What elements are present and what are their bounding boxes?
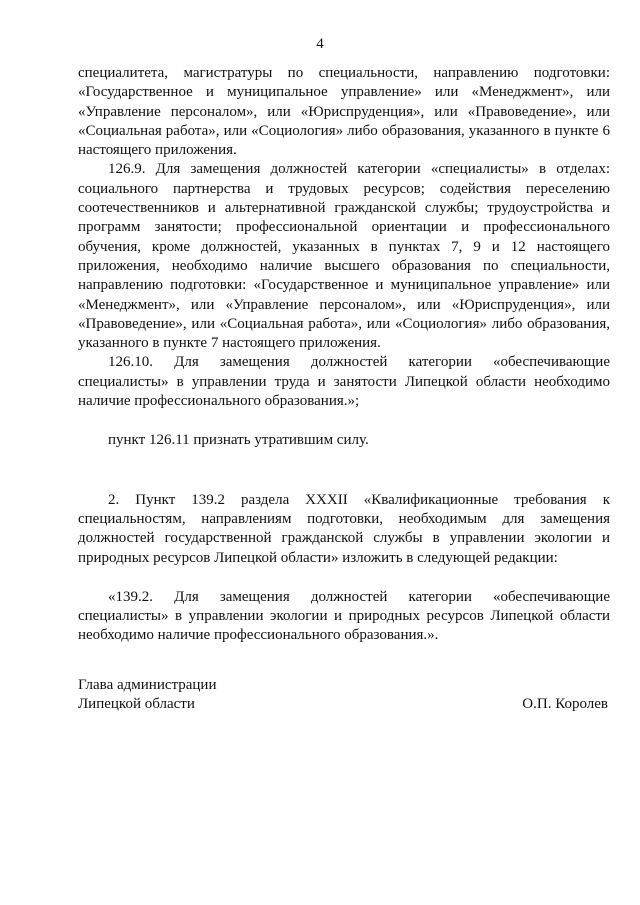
- spacer: [78, 411, 610, 431]
- paragraph-139-2: «139.2. Для замещения должностей категории «обеспечивающие специалисты» в управлении экологии и природных ресурсов Липецкой области необходимо наличие профессионального образования.».: [78, 588, 610, 644]
- paragraph-126-9: 126.9. Для замещения должностей категории «специалисты» в отделах: социального партнерства и трудовых ресурсов; содействия переселению соотечественников и альтернативной гражданской службы; трудоустройства и программ занятости; профессиональной ориентации и профессионального обучения, кроме должностей, указанных в пунктах 7, 9 и 12 настоящего приложения, необходимо наличие высшего образования по специальности, направлению подготовки: «Государственное и муниципальное управление» или «Менеджмент», или «Управление персоналом», или «Юриспруденция», или «Правоведение», или «Социальная работа», или «Социология» либо образования, указанного в пункте 7 настоящего приложения.: [78, 161, 610, 352]
- document-body: [78, 64, 610, 646]
- signature-block: [78, 676, 608, 714]
- spacer: [78, 451, 610, 491]
- signature-title-line1: Глава администрации: [78, 677, 217, 693]
- page-number: 4: [316, 36, 324, 52]
- paragraph-item-2: 2. Пункт 139.2 раздела XXXII «Квалификационные требования к специальностям, направлениям подготовки, необходимым для замещения должностей государственной гражданской службы в управлении экологии и природных ресурсов Липецкой области» изложить в следующей редакции:: [78, 491, 610, 566]
- signature-title-line2: Липецкой области: [78, 696, 195, 712]
- paragraph-126-10: 126.10. Для замещения должностей категории «обеспечивающие специалисты» в управлении труда и занятости Липецкой области необходимо наличие профессионального образования.»;: [78, 354, 610, 410]
- paragraph-continuation: специалитета, магистратуры по специальности, направлению подготовки: «Государственное и муниципальное управление» или «Менеджмент», или «Управление персоналом», или «Юриспруденция», или «Правоведение», или «Социальная работа», или «Социология» либо образования, указанного в пункте 6 настоящего приложения.: [78, 65, 610, 159]
- signatory-name: О.П. Королев: [522, 696, 608, 712]
- paragraph-126-11: пункт 126.11 признать утратившим силу.: [108, 432, 369, 449]
- signature-row: [78, 695, 608, 714]
- spacer: [78, 568, 610, 588]
